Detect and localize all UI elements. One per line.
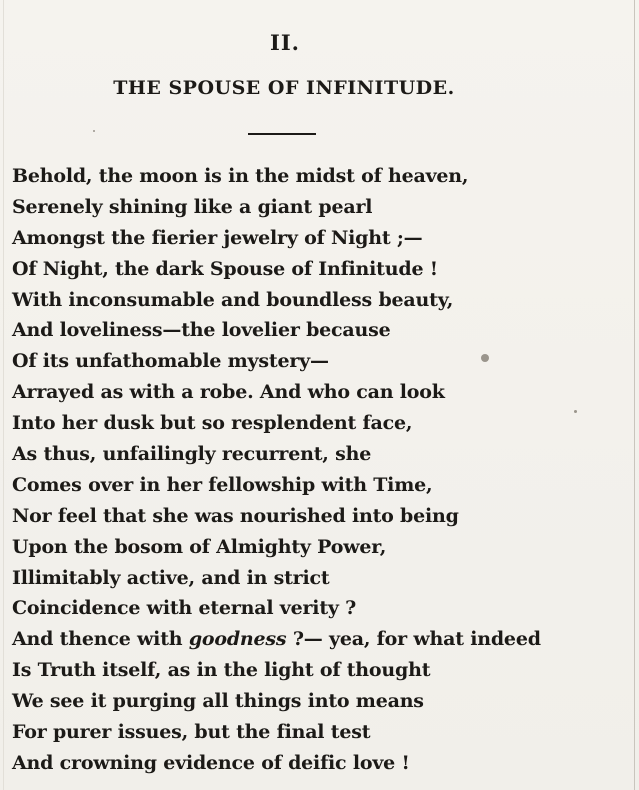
poem-line: Behold, the moon is in the midst of heaven,	[12, 165, 469, 187]
line-text-before-italic: And thence with	[12, 628, 189, 651]
paper-speck	[481, 354, 489, 362]
title-divider-rule	[248, 133, 316, 135]
poem-line: Into her dusk but so resplendent face,	[12, 412, 413, 435]
poem-line: Nor feel that she was nourished into being	[12, 504, 459, 527]
paper-speck	[93, 130, 95, 132]
italic-word: goodness	[188, 628, 287, 651]
page-edge-right	[634, 0, 635, 790]
poem-line: Serenely shining like a giant pearl	[12, 195, 373, 218]
poem-body	[12, 161, 541, 779]
poem-line: Is Truth itself, as in the light of thought	[12, 659, 431, 682]
poem-line: Arrayed as with a robe. And who can look	[12, 381, 445, 404]
poem-title: THE SPOUSE OF INFINITUDE.	[113, 77, 455, 99]
poem-line: We see it purging all things into means	[12, 690, 424, 713]
poem-line: With inconsumable and boundless beauty,	[12, 288, 454, 311]
poem-line: Coincidence with eternal verity ?	[12, 597, 357, 620]
poem-line: And loveliness—the lovelier because	[12, 319, 391, 342]
line-text-after-italic: ?— yea, for what indeed	[286, 628, 541, 651]
poem-line: Upon the bosom of Almighty Power,	[12, 535, 387, 558]
poem-line: For purer issues, but the final test	[12, 721, 371, 744]
poem-line: Of its unfathomable mystery—	[12, 350, 329, 373]
poem-line: Of Night, the dark Spouse of Infinitude !	[12, 257, 438, 280]
poem-line: Amongst the fierier jewelry of Night ;—	[12, 226, 423, 249]
section-numeral: II.	[270, 30, 300, 55]
poem-line: Illimitably active, and in strict	[12, 566, 330, 589]
paper-speck	[574, 410, 577, 413]
poem-line-with-italic	[12, 624, 541, 655]
poem-line: Comes over in her fellowship with Time,	[12, 473, 433, 496]
poem-line: As thus, unfailingly recurrent, she	[12, 443, 372, 466]
page-edge-left	[3, 0, 4, 790]
poem-line: And crowning evidence of deific love !	[12, 751, 410, 774]
